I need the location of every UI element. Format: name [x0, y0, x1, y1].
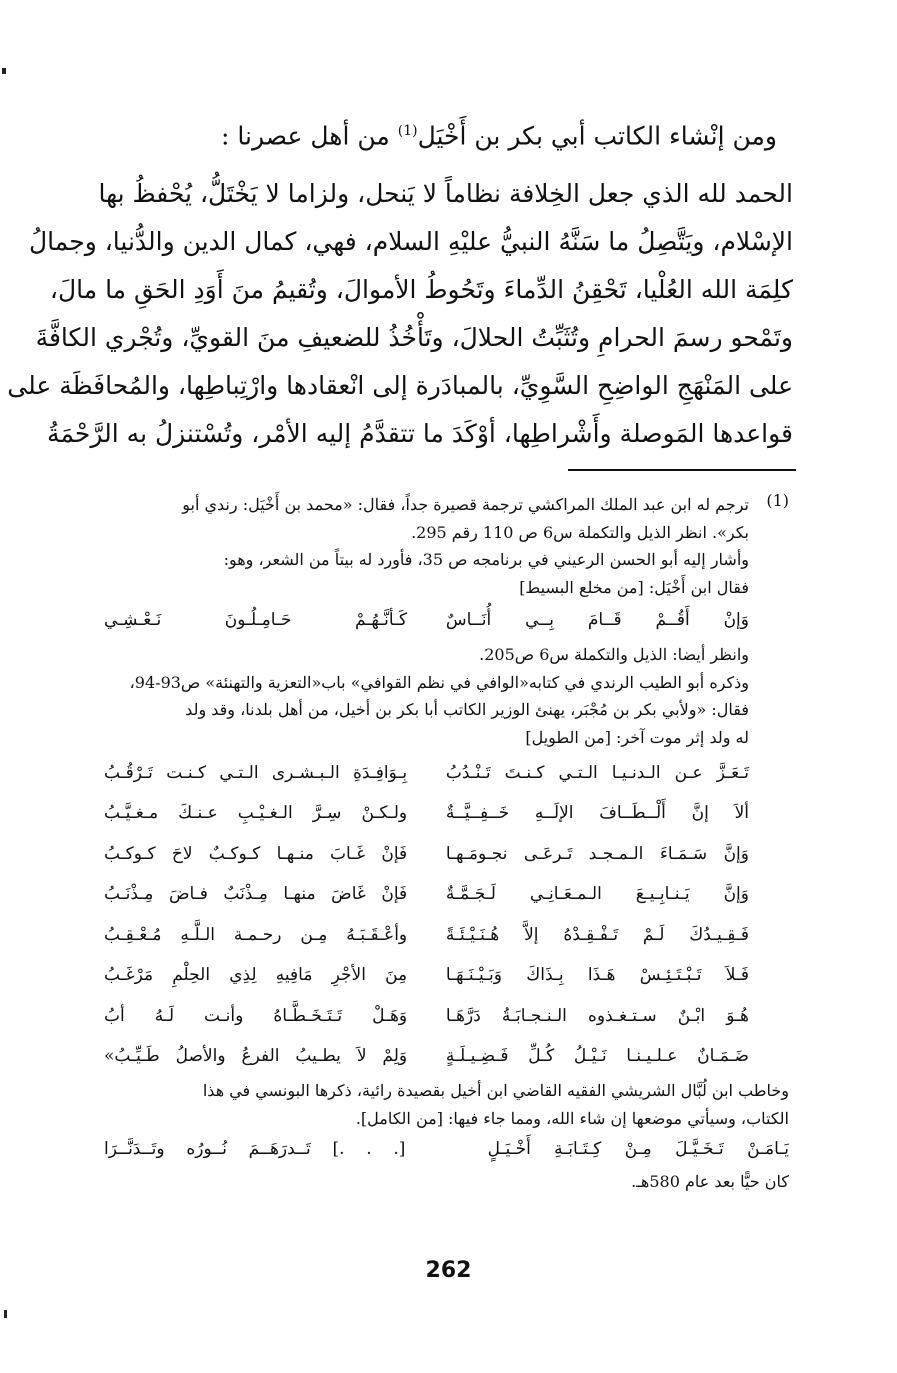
poem-verse — [104, 753, 789, 794]
verse-first-hemistich: ألاَ إنَّ أَلْــطَــافَ الإلَــهِ خَــفِــيَّــةٌ — [445, 803, 749, 823]
main-text-line: قواعدها المَوصلة وأَشْراطِها، أوْكَدَ ما تتقدَّمُ إليه الأمْر، وتُسْتنزلُ به الرَّحْمَةُ — [47, 419, 793, 448]
main-text-line: الحمد لله الذي جعل الخِلافة نظاماً لا يَنحل، ولزاما لا يَخْتَلُّ، يُحْفظُ بها — [98, 179, 793, 208]
verse-second-hemistich: فَإنْ غَاضَ منهـا مِـذْنَبٌ فـاضَ مِـذْنَـبُ — [104, 884, 408, 904]
verse — [104, 601, 789, 641]
intro-text: ومن إنْشاء الكاتب أبي بكر بن أَخْيَل — [417, 121, 777, 151]
verse-first-hemistich: فَـلاَ تَـبْـتَـئِـسْ هَـذَا بِـذَاكَ وَبَـيْـنَـهَـا — [445, 965, 749, 985]
verse-second-hemistich: وأعْـقَـبَـهُ مِـن رحـمـة الـلَّـهِ مُـعْـقِـبُ — [104, 924, 408, 945]
verse-second-hemistich: ولـكـنْ سِـرَّ الـغـيْـبِ عـنـكَ مـغـيَّـبُ — [104, 803, 408, 823]
footnote-number: (1) — [766, 491, 789, 510]
main-text-line: على المَنْهَجِ الواضِحِ السَّوِيِّ، بالمبادَرة إلى انْعقادها وارْتِباطِها، والمُحافَظَة على — [7, 371, 793, 400]
verse-second-hemistich: وَهَـلْ تَـتَـخَـطَّـاهُ وأنـت لَـهُ أبُ — [104, 1005, 408, 1026]
poem-verse — [104, 1037, 789, 1078]
footnote-line: وأشار إليه أبو الحسن الرعيني في برنامجه ص 35، فأورد له بيتاً من الشعر، وهو: — [223, 550, 749, 569]
main-text-line: كلِمَة الله العُلْيا، تَحْقِنُ الدِّماءَ وتَحُوطُ الأموالَ، وتُقيمُ منَ أَوَدِ الحَقِ ما مالَ، — [49, 275, 793, 304]
verse-second-hemistich: بِـوَافِـدَةِ الـبـشـرى الـتـي كـنـت تَـرْقُـبُ — [104, 762, 408, 783]
footnote-separator — [568, 469, 796, 471]
verse-first-hemistich: تَـعَـزَّ عـن الـدنـيـا الـتـي كـنـتَ تَـنْـدُبُ — [445, 762, 749, 783]
intro-text-end: من أهل عصرنا : — [221, 121, 398, 151]
footnote-reference[interactable]: (1) — [397, 123, 418, 139]
poem-verse — [104, 915, 789, 956]
verse-first-hemistich: يَـامَـنْ تَـخَـيَّـلَ مِـنْ كِـتَـابَـةِ أَخْـيَـلٍ — [487, 1139, 789, 1159]
scan-speck — [4, 1310, 7, 1318]
footnote-line: فقال ابن أَخْيَل: [من مخلع البسيط] — [519, 577, 749, 597]
verse-first-hemistich: وَإنَّ سَـمَـاءَ الـمـجـد تَـرعَـى نجـومَـهـا — [445, 843, 749, 864]
footnote-line: فقال: «ولأبي بكر بن مُجْبَر، يهنئ الوزير الكاتب أبا بكر بن أخيل، من أهل بلدنا، وقد ولد — [185, 700, 749, 719]
verse-second-hemistich: [. . .] تَــدرَهَــمَ نُــورُه وتَــدَنَّــرَا — [104, 1139, 406, 1159]
verse — [104, 1136, 789, 1164]
footnote-line: الكتاب، وسيأتي موضعها إن شاء الله، ومما جاء فيها: [من الكامل]. — [355, 1108, 789, 1128]
footnote-line: ترجم له ابن عبد الملك المراكشي ترجمة قصيرة جداً، فقال: «محمد بن أَخْيَل: رندي أبو — [182, 495, 749, 514]
intro-line — [80, 112, 777, 155]
verse-first-hemistich: وَإنَّ يَـنـابِـيـعَ الـمـعَـانِـي لَـجَـمَّـةٌ — [445, 884, 749, 904]
verse-second-hemistich: مِنَ الأجْرِ مَافِيهِ لِذِي الحِلْمِ مَرْغَـبُ — [104, 965, 408, 985]
main-text-line: وتَمْحو رسمَ الحرامِ وتُثَبِّتُ الحلالَ، وتَأْخُذُ للضعيفِ منَ القويِّ، وتُجْري الكافَّةَ — [35, 323, 793, 352]
footnote-line: له ولد إثر موت آخر: [من الطويل] — [525, 727, 749, 747]
poem-verse — [104, 834, 789, 875]
footnote-line: كان حيًّا بعد عام 580هـ. — [631, 1171, 789, 1191]
footnote — [104, 491, 789, 1195]
page-number: 262 — [425, 1258, 472, 1283]
poem — [104, 753, 789, 1077]
main-text-line: الإسْلام، ويَتَّصِلُ ما سَنَّهُ النبيُّ عليْهِ السلام، فهي، كمال الدين والدُّنيا، وجمالُ — [29, 227, 793, 256]
verse-second-hemistich: كَـأنَّـهُـمْ حَـامِـلُـونَ نَـعْـشِـي — [104, 610, 408, 631]
verse-second-hemistich: فَإنْ غَـابَ منـهـا كـوكـبٌ لاحَ كـوكـبُ — [104, 843, 408, 864]
footnote-line: وخاطب ابن لُبَّال الشريشي الفقيه القاضي ابن أخيل بقصيدة رائية، ذكرها البونسي في هذا — [202, 1081, 789, 1100]
poem-verse — [104, 794, 789, 835]
footnote-line: بكر». انظر الذيل والتكملة س6 ص 110 رقم 295. — [411, 522, 749, 542]
verse-first-hemistich: هُـوَ ابْـنٌ سـتـغـذوه الـنـجـابَـةُ دَرَّهَـا — [445, 1005, 749, 1026]
verse-first-hemistich: فَـقِـيـدُكَ لَـمْ تَـفْـقِـدْهُ إلاَّ هُـنَـيْـئَـةً — [445, 924, 749, 945]
verse-second-hemistich: وَلِمْ لاَ يطـيبُ الفرعُ والأصلُ طَـيِّـبُ» — [104, 1046, 408, 1066]
scan-speck — [2, 68, 6, 74]
verse-first-hemistich: ضَـمَـانٌ عـلـيـنـا نَـيْـلُ كُـلِّ فَـضِـيـلَـةٍ — [445, 1046, 749, 1066]
footnote-line: وذكره أبو الطيب الرندي في كتابه«الوافي في نظم القوافي» باب«التعزية والتهنئة» ص93-94، — [129, 672, 749, 692]
poem-verse — [104, 875, 789, 916]
poem-verse — [104, 956, 789, 997]
main-text — [7, 170, 793, 458]
footnote-line: وانظر أيضا: الذيل والتكملة س6 ص205. — [479, 645, 749, 664]
poem-verse — [104, 996, 789, 1037]
verse-first-hemistich: وَإنْ أَقُــمْ قَــامَ بِــي أُنَــاسٌ — [445, 610, 749, 631]
